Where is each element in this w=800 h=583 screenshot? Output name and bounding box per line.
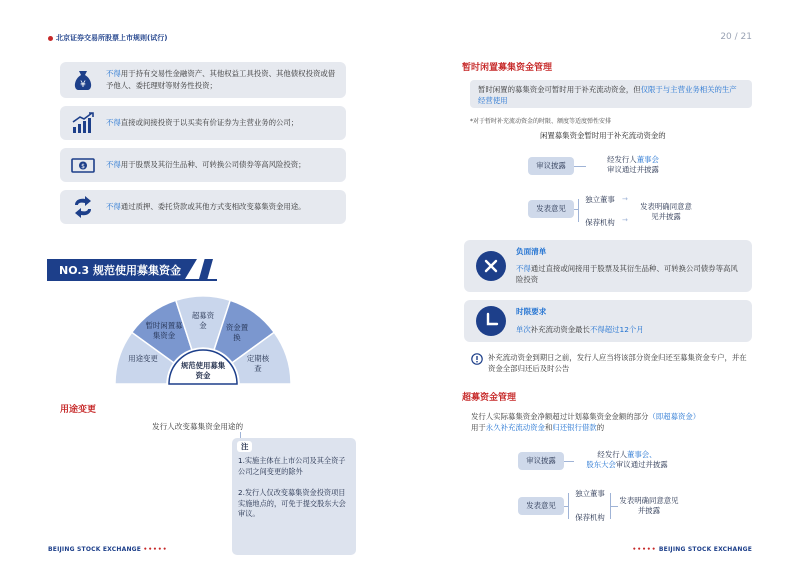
excess-review-label: 审议披露 bbox=[518, 452, 564, 470]
excess-opinion-result: 发表明确同意意见并披露 bbox=[619, 496, 679, 515]
time-limit-title: 时限要求 bbox=[516, 307, 547, 316]
fan-label-replace: 资金置换 bbox=[225, 323, 249, 342]
note-item-2: 2.发行人仅改变募集资金投资项目实施地点的，可免于提交股东大会审议。 bbox=[238, 488, 346, 518]
svg-text:$: $ bbox=[81, 163, 85, 170]
rule-text-2: 不得直接或间接投资于以买卖有价证券为主营业务的公司； bbox=[106, 118, 299, 127]
rule-card-2 bbox=[60, 106, 346, 140]
rule-text-1: 不得用于持有交易性金融资产、其他权益工具投资、其他债权投资或借予他人、委托理财等财务性投资； bbox=[106, 69, 336, 90]
svg-text:¥: ¥ bbox=[80, 80, 86, 90]
warning-icon bbox=[471, 353, 483, 365]
excess-heading: 超募资金管理 bbox=[462, 393, 517, 403]
section-banner: NO.3 规范使用募集资金 bbox=[47, 259, 217, 279]
arrow-right-icon: → bbox=[622, 216, 628, 224]
fan-label-idle: 暂时闲置募集资金 bbox=[145, 321, 183, 340]
fan-label-check: 定期核查 bbox=[246, 354, 270, 373]
negative-list-card bbox=[464, 240, 752, 292]
rule-card-3 bbox=[60, 148, 346, 182]
red-dot-icon bbox=[48, 36, 53, 41]
arrow-right-icon: → bbox=[622, 195, 628, 203]
idle-tiny-note: *对于暂时补充流动资金的时限、额度等适度弹性安排 bbox=[470, 118, 612, 125]
usage-change-lead: 发行人改变募集资金用途的 bbox=[152, 422, 244, 431]
time-limit-card bbox=[464, 300, 752, 342]
negative-list-title: 负面清单 bbox=[516, 247, 547, 256]
footer-left-brand: BEIJING STOCK EXCHANGE ••••• bbox=[48, 546, 168, 553]
section-underline bbox=[47, 279, 217, 281]
fan-label-excess: 超募资金 bbox=[191, 311, 215, 330]
idle-heading: 暂时闲置募集资金管理 bbox=[462, 63, 553, 73]
note-tag: 注 bbox=[237, 441, 252, 452]
page-number: 20 / 21 bbox=[720, 32, 752, 42]
fan-center-label: 规范使用募集资金 bbox=[180, 361, 226, 380]
usage-change-heading: 用途变更 bbox=[60, 405, 97, 415]
clock-icon bbox=[476, 306, 506, 336]
rule-text-3: 不得用于股票及其衍生品种、可转换公司债券等高风险投资； bbox=[106, 160, 306, 169]
negative-list-text: 不得通过直接或间接用于股票及其衍生品种、可转换公司债券等高风险投资 bbox=[516, 264, 738, 284]
idle-review-label: 审议披露 bbox=[528, 157, 574, 175]
rule-card-1 bbox=[60, 62, 346, 98]
cash-note-icon bbox=[70, 152, 96, 178]
note-item-1: 1.实施主体在上市公司及其全资子公司之间变更的除外 bbox=[238, 456, 346, 476]
idle-opinion-label: 发表意见 bbox=[528, 200, 574, 218]
time-limit-text: 单次补充流动资金最长不得超过12个月 bbox=[516, 325, 644, 334]
document-title: 北京证券交易所股票上市规则(试行) bbox=[48, 33, 167, 43]
fan-label-usage: 用途变更 bbox=[128, 354, 158, 363]
excess-review-detail: 经发行人董事会、 股东大会审议通过并披露 bbox=[586, 450, 668, 469]
idle-opinion-b: 保荐机构 bbox=[585, 218, 615, 227]
money-bag-icon bbox=[70, 67, 96, 93]
footer-right-brand: ••••• BEIJING STOCK EXCHANGE bbox=[632, 546, 752, 553]
idle-flow-title: 闲置募集资金暂时用于补充流动资金的 bbox=[540, 131, 666, 140]
exchange-arrows-icon bbox=[70, 194, 96, 220]
chart-growth-icon bbox=[70, 110, 96, 136]
idle-review-detail: 经发行人董事会 审议通过并披露 bbox=[607, 155, 659, 174]
idle-summary-box: 暂时闲置的募集资金可暂时用于补充流动资金，但仅限于与主营业务相关的生产经营使用 bbox=[470, 80, 752, 108]
idle-opinion-a: 独立董事 bbox=[585, 195, 615, 204]
usage-change-note bbox=[232, 438, 356, 555]
rule-card-4 bbox=[60, 190, 346, 224]
rule-text-4: 不得通过质押、委托贷款或其他方式变相改变募集资金用途。 bbox=[106, 202, 306, 211]
excess-opinion-a: 独立董事 bbox=[575, 489, 605, 498]
excess-opinion-b: 保荐机构 bbox=[575, 513, 605, 522]
close-x-icon bbox=[476, 251, 506, 281]
warning-text: 补充流动资金到期日之前，发行人应当将该部分资金归还至募集资金专户，并在资金全部归还后及时公告 bbox=[488, 353, 747, 373]
excess-opinion-label: 发表意见 bbox=[518, 497, 564, 515]
excess-description: 发行人实际募集资金净额超过计划募集资金金额的部分（即超募资金） 用于永久补充流动资金和归还银行借款的 bbox=[471, 412, 701, 432]
idle-opinion-result: 发表明确同意意见并披露 bbox=[640, 202, 692, 221]
